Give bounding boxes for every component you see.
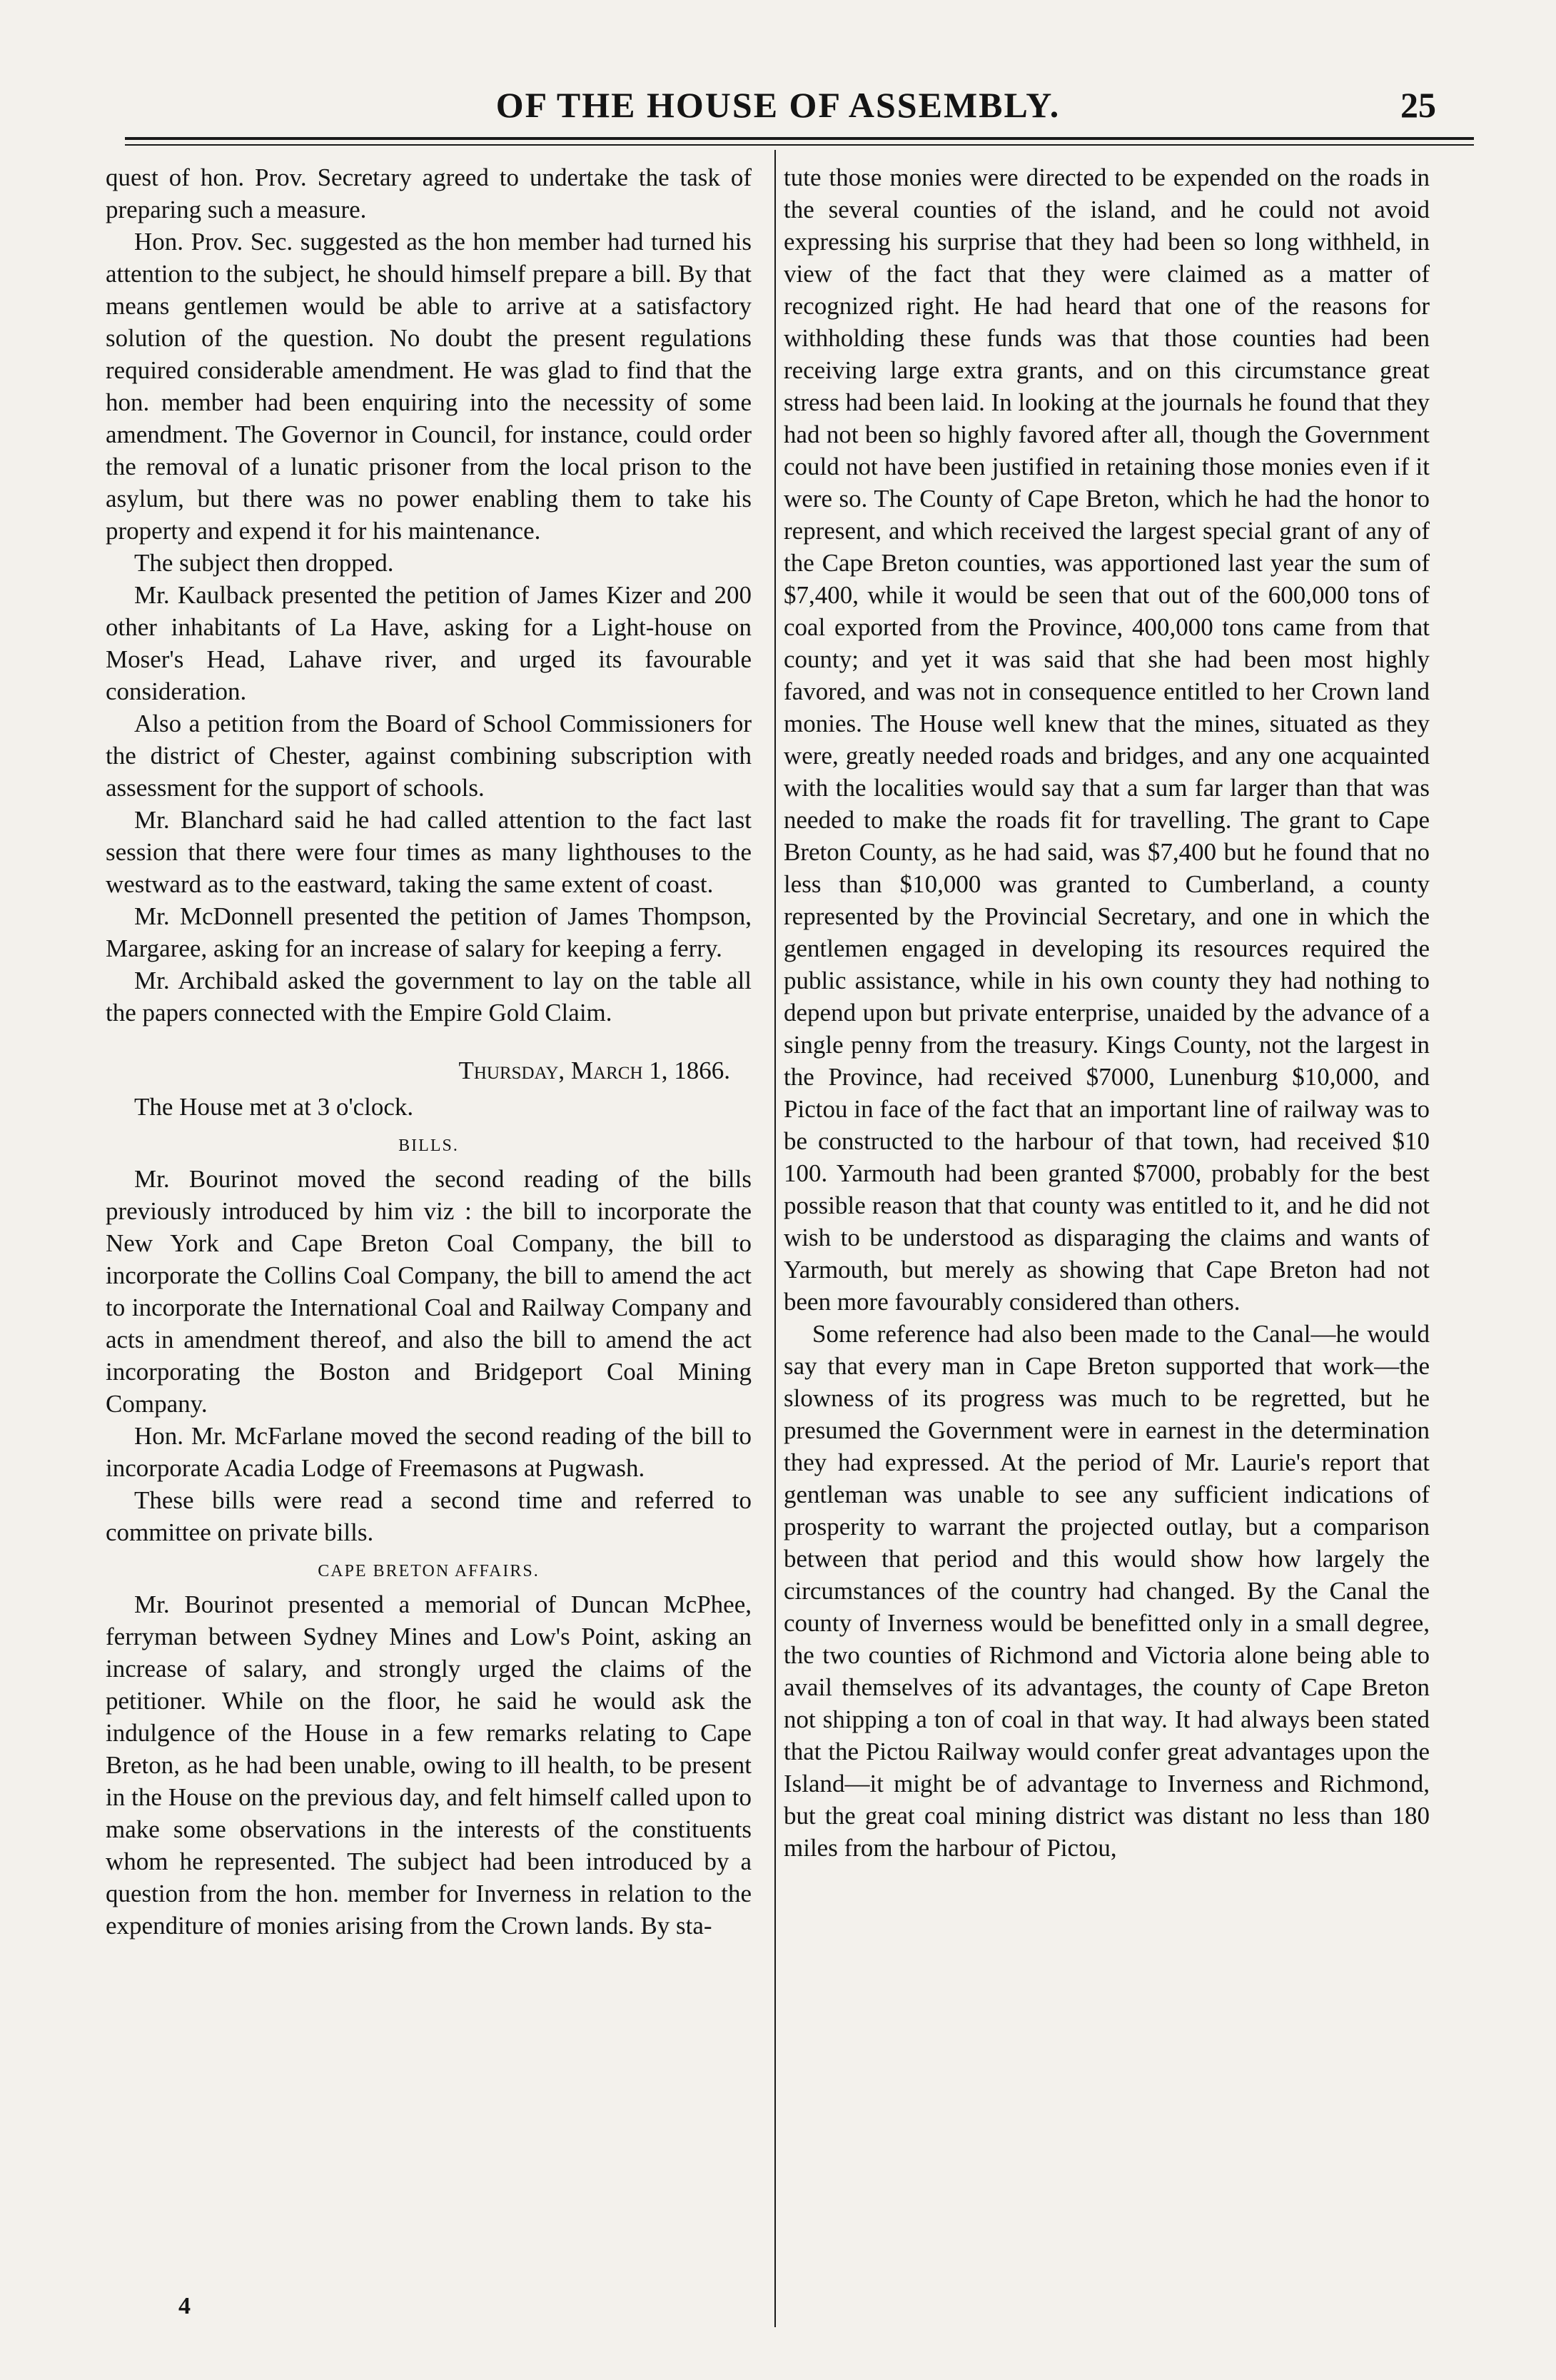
header-rule-thick: [125, 137, 1474, 140]
paragraph: Hon. Prov. Sec. suggested as the hon member had turned his attention to the subject, he should himself prepare a bill. By that means gentlemen would be able to arrive at a satisfactory solution of the question. No doubt the present regulations required considerable amendment. He was glad to find that the hon. member had been enquiring into the necessity of some amendment. The Governor in Council, for instance, could order the removal of a lunatic prisoner from the local prison to the asylum, but there was no power enabling them to take his property and expend it for his maintenance.: [106, 228, 752, 545]
signature-mark: 4: [178, 2293, 191, 2319]
paragraph: Mr. Kaulback presented the petition of James Kizer and 200 other inhabitants of La Have, asking for a Light-house on Moser's Head, Lahave river, and urged its favourable consideration.: [106, 581, 752, 705]
paragraph: Mr. Bourinot presented a memorial of Duncan McPhee, ferryman between Sydney Mines and Low's Point, asking an increase of salary, and strongly urged the claims of the petitioner. While on the floor, he said he would ask the indulgence of the House in a few remarks relating to Cape Breton, as he had been unable, owing to ill health, to be present in the House on the previous day, and felt himself called upon to make some observations in the interests of the constituents whom he represented. The subject had been introduced by a question from the hon. member for Inverness in relation to the expenditure of monies arising from the Crown lands. By sta-: [106, 1590, 752, 1940]
page-number: 25: [1400, 85, 1436, 125]
paragraph: Some reference had also been made to the Canal—he would say that every man in Cape Breton supported that work—the slowness of its progress was much to be regretted, but he presumed the Government were in earnest in the determination they had expressed. At the period of Mr. Laurie's report that gentleman was unable to see any sufficient indications of prosperity to warrant the projected outlay, but a comparison between that period and this would show how largely the circumstances of the country had changed. By the Canal the county of Inverness would be benefitted only in a small degree, the two counties of Richmond and Victoria alone being able to avail themselves of its advantages, the county of Cape Breton not shipping a ton of coal in that way. It had always been stated that the Pictou Railway would confer great advantages upon the Island—it might be of advantage to Inverness and Richmond, but the great coal mining district was distant no less than 180 miles from the harbour of Pictou,: [784, 1320, 1430, 1862]
paragraph: The House met at 3 o'clock.: [134, 1093, 414, 1121]
header-rule-thin: [125, 144, 1474, 146]
paragraph: Mr. Archibald asked the government to lay on the table all the papers connected with the Empire Gold Claim.: [106, 967, 752, 1027]
paragraph: Mr. Blanchard said he had called attention to the fact last session that there were four times as many lighthouses to the westward as to the eastward, taking the same extent of coast.: [106, 806, 752, 898]
paragraph: These bills were read a second time and referred to committee on private bills.: [106, 1486, 752, 1546]
right-column: [784, 161, 1430, 1864]
left-column: [106, 161, 752, 1942]
paragraph: tute those monies were directed to be expended on the roads in the several counties of the island, and he could not avoid expressing his surprise that they had been so long withheld, in view of the fact that they were claimed as a matter of recognized right. He had heard that one of the reasons for withholding these funds was that those counties had been receiving large extra grants, and on this circumstance great stress had been laid. In looking at the journals he found that they had not been so highly favored after all, though the Government could not have been justified in retaining those monies even if it were so. The County of Cape Breton, which he had the honor to represent, and which received the largest special grant of any of the Cape Breton counties, was apportioned last year the sum of $7,400, while it would be seen that out of the 600,000 tons of coal exported from the Province, 400,000 tons came from that county; and yet it was said that she had been most highly favored, and was not in consequence entitled to her Crown land monies. The House well knew that the mines, situated as they were, greatly needed roads and bridges, and any one acquainted with the localities would say that a sum far larger than that was needed to make the roads fit for travelling. The grant to Cape Breton County, as he had said, was $7,400 but he found that no less than $10,000 was granted to Cumberland, a county represented by the Provincial Secretary, and one in which the gentlemen engaged in developing its resources required the public assistance, while in his own county they had nothing to depend upon but private enterprise, unaided by the advance of a single penny from the treasury. Kings County, not the largest in the Province, had received $7000, Lunenburg $10,000, and Pictou in face of the fact that an important line of railway was to be constructed to the harbour of that town, had received $10 100. Yarmouth had been granted $7000, probably for the best possible reason that that county was entitled to it, and he did not wish to be understood as disparaging the claims and wants of Yarmouth, but merely as showing that Cape Breton had not been more favourably considered than others.: [784, 163, 1430, 1316]
paragraph: Mr. Bourinot moved the second reading of the bills previously introduced by him viz : the bill to incorporate the New York and Cape Breton Coal Company, the bill to incorporate the Collins Coal Company, the bill to amend the act to incorporate the International Coal and Railway Company and acts in amendment thereof, and also the bill to amend the act incorporating the Boston and Bridgeport Coal Mining Company.: [106, 1165, 752, 1418]
column-divider: [774, 150, 776, 2327]
date-heading: Thursday, March 1, 1866.: [458, 1057, 730, 1084]
paragraph: Mr. McDonnell presented the petition of James Thompson, Margaree, asking for an increase of salary for keeping a ferry.: [106, 902, 752, 962]
paragraph: Also a petition from the Board of School Commissioners for the district of Chester, against combining subscription with assessment for the support of schools.: [106, 710, 752, 802]
paragraph: quest of hon. Prov. Secretary agreed to undertake the task of preparing such a measure.: [106, 163, 752, 223]
paragraph: The subject then dropped.: [134, 549, 394, 577]
page-header-title: OF THE HOUSE OF ASSEMBLY.: [495, 85, 1061, 125]
paragraph: Hon. Mr. McFarlane moved the second reading of the bill to incorporate Acadia Lodge of Freemasons at Pugwash.: [106, 1422, 752, 1482]
section-heading-cape-breton: CAPE BRETON AFFAIRS.: [318, 1562, 540, 1580]
section-heading-bills: BILLS.: [398, 1136, 459, 1155]
